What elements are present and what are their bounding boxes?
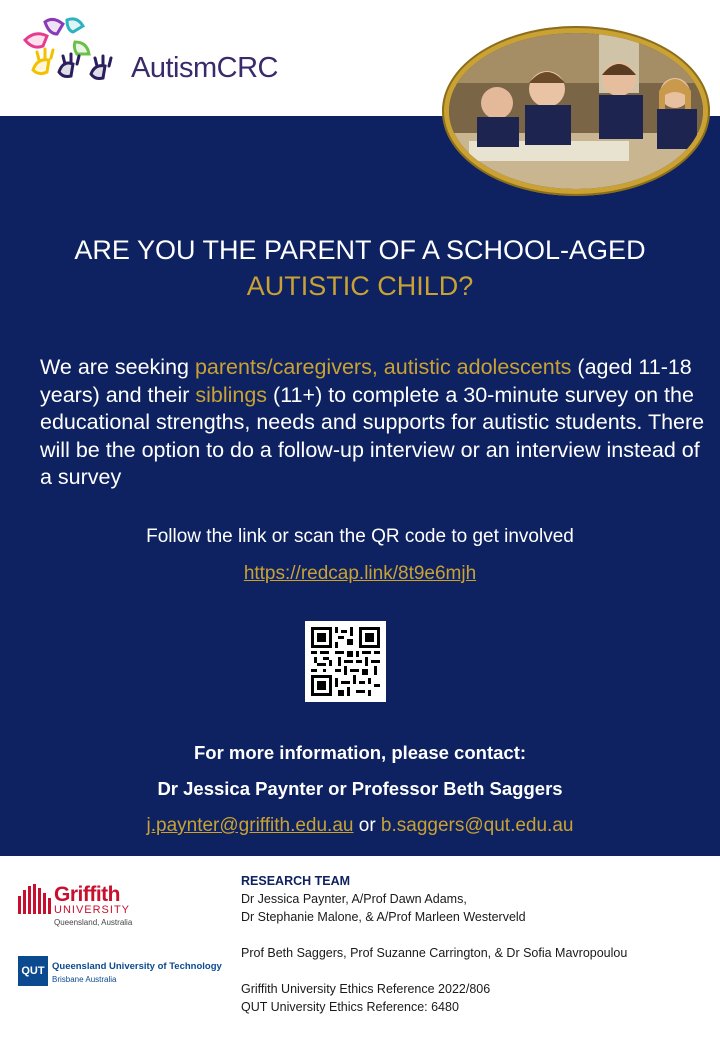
research-team-line-3: Prof Beth Saggers, Prof Suzanne Carrington, & Dr Sofia Mavropoulou (241, 946, 628, 960)
email-separator: or (353, 815, 381, 836)
qut-logo (18, 956, 228, 990)
griffith-university: UNIVERSITY (54, 904, 131, 916)
research-team-title: RESEARCH TEAM (241, 874, 351, 888)
description-text-1: We are seeking (40, 355, 195, 379)
qr-code-icon (311, 627, 380, 696)
qut-badge: QUT (18, 956, 48, 986)
description-text-4: (11+) to complete a 30-minute survey on the educational strengths, needs and supports for autistic students. There will be the option to do a follow-up interview or an interview instead of a survey (40, 382, 705, 489)
headline (0, 232, 720, 304)
classroom-photo (442, 26, 710, 196)
spacer (241, 962, 711, 980)
hands-icon (15, 12, 125, 94)
email-link-paynter[interactable]: j.paynter@griffith.edu.au (146, 815, 354, 836)
griffith-crest-icon (16, 882, 52, 916)
highlight-adolescents: autistic adolescents (383, 355, 572, 379)
ethics-qut: QUT University Ethics Reference: 6480 (241, 1000, 459, 1014)
research-team-line-1: Dr Jessica Paynter, A/Prof Dawn Adams, (241, 892, 467, 906)
autismcrc-logo (15, 12, 305, 94)
contact-emails (0, 815, 720, 837)
spacer (241, 926, 711, 944)
survey-link-wrapper (0, 563, 720, 585)
research-team (241, 872, 711, 1016)
qut-name: Queensland University of Technology (52, 961, 222, 972)
follow-instruction: Follow the link or scan the QR code to get involved (146, 526, 574, 547)
qut-location: Brisbane Australia (52, 975, 117, 984)
email-link-saggers[interactable]: b.saggers@qut.edu.au (380, 815, 574, 836)
classroom-image (449, 33, 703, 189)
survey-link[interactable]: https://redcap.link/8t9e6mjh (243, 563, 477, 584)
contact-names: Dr Jessica Paynter or Professor Beth Saggers (157, 778, 563, 799)
qr-code[interactable] (305, 621, 386, 702)
photo-content (449, 33, 703, 189)
headline-line-2: AUTISTIC CHILD? (246, 271, 474, 301)
research-team-line-2: Dr Stephanie Malone, & A/Prof Marleen Westerveld (241, 910, 526, 924)
headline-line-1: ARE YOU THE PARENT OF A SCHOOL-AGED (74, 235, 646, 265)
highlight-siblings: siblings (195, 382, 268, 407)
ethics-griffith: Griffith University Ethics Reference 2022/806 (241, 982, 491, 996)
description (40, 354, 712, 492)
highlight-parents: parents/caregivers, (194, 355, 378, 379)
griffith-name: Griffith (54, 883, 120, 906)
logo-text: AutismCRC (131, 52, 278, 84)
footer (0, 856, 720, 1040)
griffith-logo (16, 882, 156, 928)
contact-heading: For more information, please contact: (193, 742, 527, 763)
description-text-3: (aged 11-18 years) and their (40, 355, 692, 407)
griffith-location: Queensland, Australia (54, 918, 133, 927)
